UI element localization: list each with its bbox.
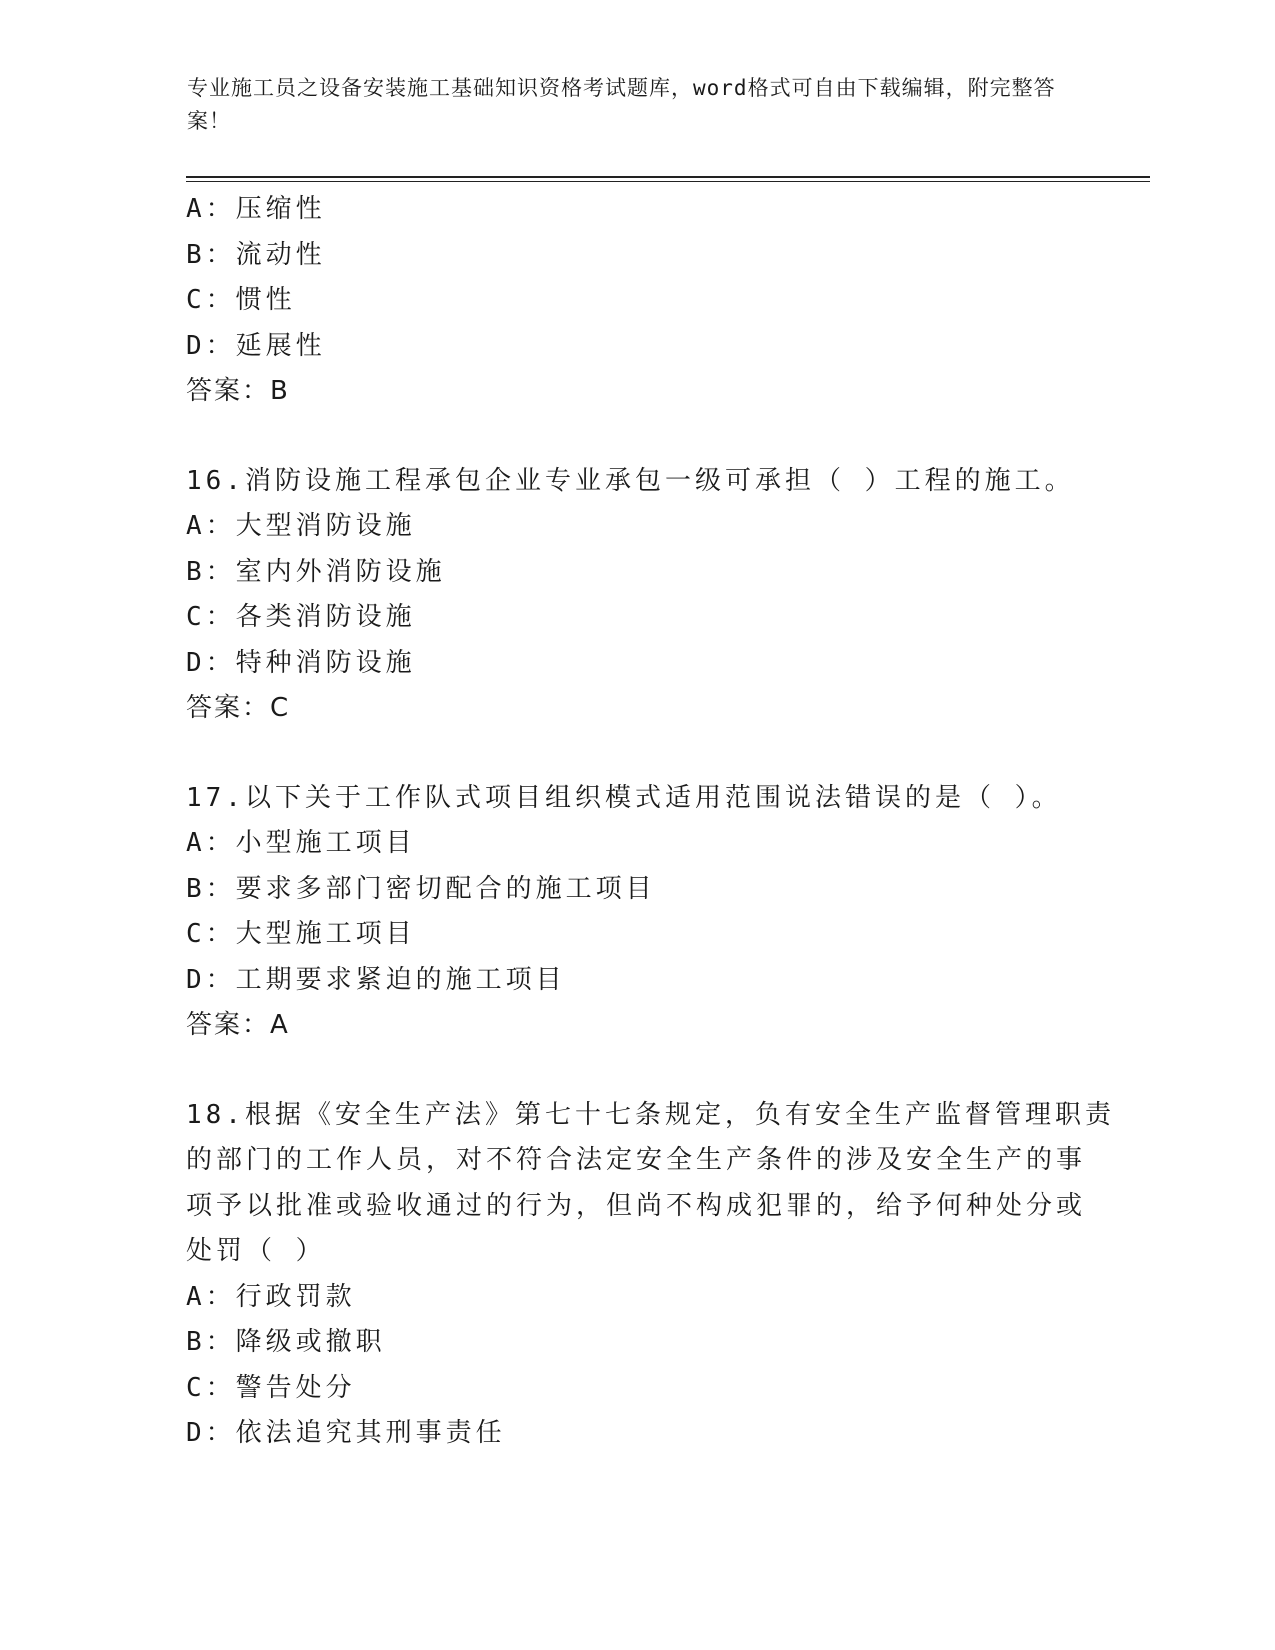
page-header	[187, 72, 1067, 138]
option-a: A：大型消防设施	[186, 511, 416, 541]
option-c: C：大型施工项目	[186, 919, 416, 949]
option-d: D：依法追究其刑事责任	[186, 1418, 506, 1448]
option-b: B：降级或撤职	[186, 1327, 386, 1357]
answer-line: 答案：B	[186, 376, 290, 406]
question-block-17	[186, 776, 1086, 1049]
option-d: D：延展性	[186, 330, 326, 361]
question-block-15	[186, 187, 1086, 415]
question-text-line: 处罚（ ）	[186, 1236, 326, 1266]
document-title: 专业施工员之设备安装施工基础知识资格考试题库，word格式可自由下载编辑，附完整答案！	[187, 76, 1056, 133]
question-text: 16.消防设施工程承包企业专业承包一级可承担（ ）工程的施工。	[186, 465, 1075, 496]
question-block-16	[186, 459, 1086, 732]
question-text-line: 18.根据《安全生产法》第七十七条规定，负有安全生产监督管理职责	[186, 1099, 1115, 1130]
option-d: D：工期要求紧迫的施工项目	[186, 964, 566, 995]
block-spacer	[186, 415, 1086, 459]
option-b: B：要求多部门密切配合的施工项目	[186, 873, 656, 904]
question-text-line: 项予以批准或验收通过的行为，但尚不构成犯罪的，给予何种处分或	[186, 1190, 1087, 1221]
header-divider-thick	[186, 176, 1150, 178]
answer-line: 答案：C	[186, 693, 291, 723]
answer-line: 答案：A	[186, 1010, 290, 1040]
block-spacer	[186, 732, 1086, 776]
block-spacer	[186, 1049, 1086, 1093]
option-c: C：惯性	[186, 285, 296, 315]
option-a: A：压缩性	[186, 194, 326, 224]
option-c: C：各类消防设施	[186, 602, 416, 632]
option-b: B：流动性	[186, 239, 326, 270]
question-block-18	[186, 1093, 1115, 1457]
option-b: B：室内外消防设施	[186, 556, 446, 587]
option-a: A：小型施工项目	[186, 828, 416, 858]
option-c: C：警告处分	[186, 1372, 356, 1403]
option-d: D：特种消防设施	[186, 647, 416, 678]
question-text: 17.以下关于工作队式项目组织模式适用范围说法错误的是（ ）。	[186, 782, 1062, 813]
question-text-line: 的部门的工作人员，对不符合法定安全生产条件的涉及安全生产的事	[186, 1145, 1087, 1175]
question-content	[186, 187, 1115, 1457]
option-a: A：行政罚款	[186, 1281, 356, 1312]
header-divider-thin	[186, 181, 1150, 182]
